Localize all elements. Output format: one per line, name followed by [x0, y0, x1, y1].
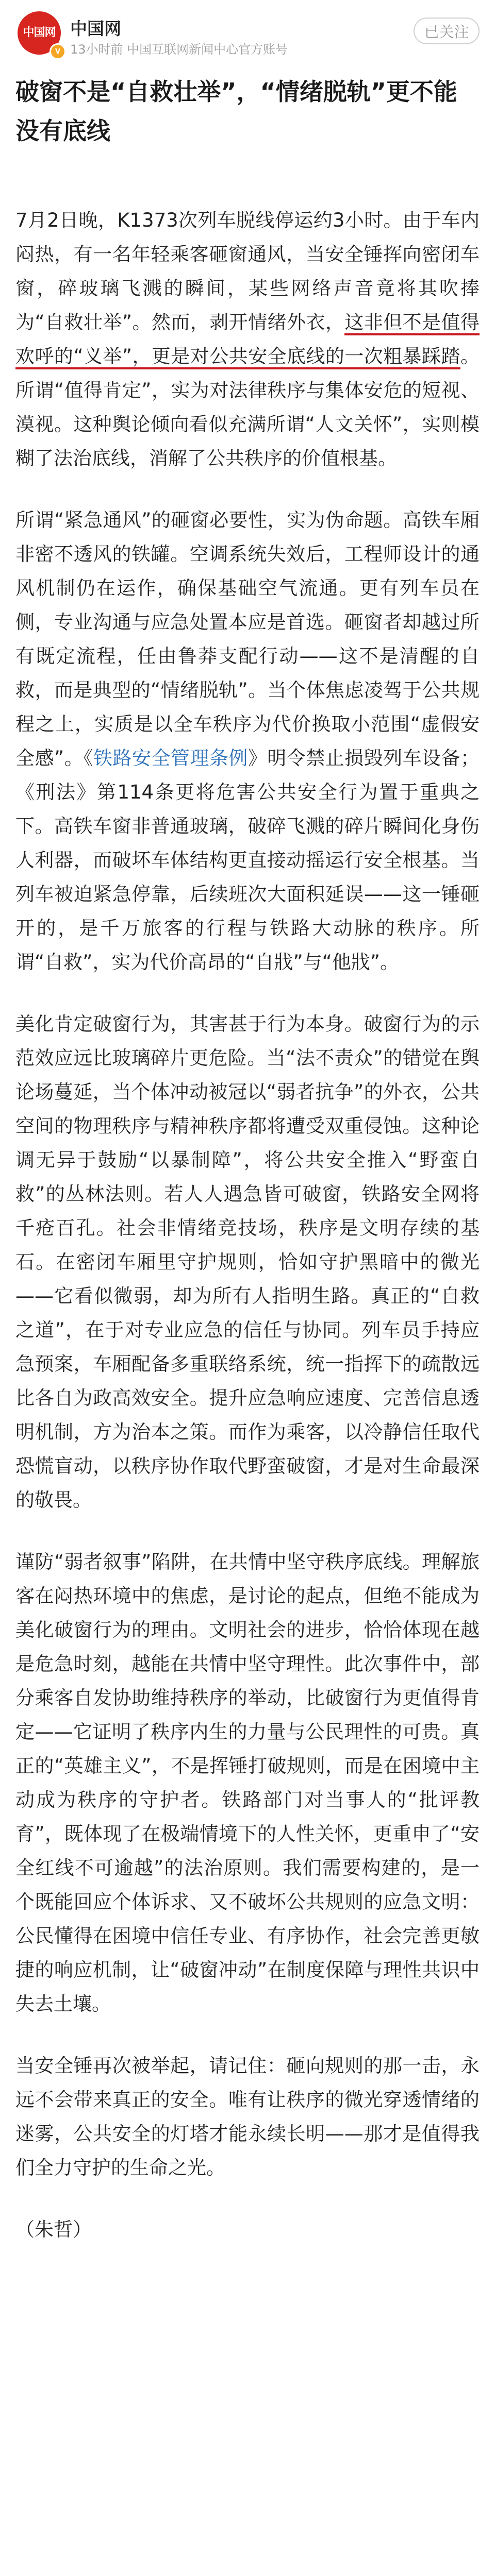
article-title: 破窗不是“自救壮举”，“情绪脱轨”更不能没有底线 [15, 78, 457, 145]
underlined-quote: 这非但不是值得欢呼的“义举”，更是对公共安全底线的一次粗暴踩踏 [15, 311, 480, 369]
paragraph-2-text-b: 》明令禁止损毁列车设备；《刑法》第114条更将危害公共安全行为置于重典之下。高铁车窗非普通玻璃，破碎飞溅的碎片瞬间化身伤人利器，而破坏车体结构更直接动摇运行安全根基。当列车被迫紧急停靠，后续班次大面积延误——这一锤砸开的，是千万旅客的行程与铁路大动脉的秩序。所谓“自救”，实为代价高昂的“自戕”与“他戕”。 [15, 747, 480, 973]
paragraph-5: 当安全锤再次被举起，请记住：砸向规则的那一击，永远不会带来真正的安全。唯有让秩序的微光穿透情绪的迷雾，公共安全的灯塔才能永续长明——那才是值得我们全力守护的生命之光。 [15, 2055, 480, 2179]
paragraph-2-text-a: 所谓“紧急通风”的砸窗必要性，实为伪命题。高铁车厢非密不透风的铁罐。空调系统失效后，工程师设计的通风机制仍在运作，确保基础空气流通。更有列车员在侧，专业沟通与应急处置本应是首选。砸窗者却越过所有既定流程，任由鲁莽支配行动——这不是清醒的自救，而是典型的“情绪脱轨”。当个体焦虑凌驾于公共规程之上，实质是以全车秩序为代价换取小范围“虚假安全感”。《 [15, 509, 480, 769]
article-body [15, 204, 480, 2247]
follow-button[interactable]: 已关注 [414, 18, 480, 44]
paragraph-4: 谨防“弱者叙事”陷阱，在共情中坚守秩序底线。理解旅客在闷热环境中的焦虑，是讨论的起点，但绝不能成为美化破窗行为的理由。文明社会的进步，恰恰体现在越是危急时刻，越能在共情中坚守理性。此次事件中，部分乘客自发协助维持秩序的举动，比破窗行为更值得肯定——它证明了秩序内生的力量与公民理性的可贵。真正的“英雄主义”，不是挥锤打破规则，而是在困境中主动成为秩序的守护者。铁路部门对当事人的“批评教育”，既体现了在极端情境下的人性关怀，更重申了“安全红线不可逾越”的法治原则。我们需要构建的，是一个既能回应个体诉求、又不破坏公共规则的应急文明：公民懂得在困境中信任专业、有序协作，社会完善更敏捷的响应机制，让“破窗冲动”在制度保障与理性共识中失去土壤。 [15, 1551, 480, 2015]
account-header [0, 0, 495, 66]
paragraph-3: 美化肯定破窗行为，其害甚于行为本身。破窗行为的示范效应远比玻璃碎片更危险。当“法不责众”的错觉在舆论场蔓延，当个体冲动被冠以“弱者抗争”的外衣，公共空间的物理秩序与精神秩序都将遭受双重侵蚀。这种论调无异于鼓励“以暴制障”，将公共安全推入“野蛮自救”的丛林法则。若人人遇急皆可破窗，铁路安全网将千疮百孔。社会非情绪竞技场，秩序是文明存续的基石。在密闭车厢里守护规则，恰如守护黑暗中的微光——它看似微弱，却为所有人指明生路。真正的“自救之道”，在于对专业应急的信任与协同。列车员手持应急预案，车厢配备多重联络系统，统一指挥下的疏散远比各自为政高效安全。提升应急响应速度、完善信息透明机制，方为治本之策。而作为乘客，以冷静信任取代恐慌盲动，以秩序协作取代野蛮破窗，才是对生命最深的敬畏。 [15, 1013, 480, 1511]
account-name[interactable]: 中国网 [70, 19, 121, 39]
paragraph-1-text-c: 。所谓“值得肯定”，实为对法律秩序与集体安危的短视、漠视。这种舆论倾向看似充满所谓“人文关怀”，实则模糊了法治底线，消解了公共秩序的价值根基。 [15, 345, 480, 469]
paragraph-2 [15, 503, 480, 979]
avatar-logo-text: 中国网 [23, 26, 56, 39]
paragraph-1 [15, 204, 480, 476]
verified-badge-icon: V [50, 43, 66, 60]
author-signature: （朱哲） [15, 2218, 92, 2241]
regulation-link[interactable]: 铁路安全管理条例 [93, 747, 248, 769]
post-meta: 13小时前 中国互联网新闻中心官方账号 [70, 42, 288, 57]
paragraph-1-text-a: 7月2日晚，K1373次列车脱线停运约3小时。由于车内闷热，有一名年轻乘客砸窗通风，当安全锤挥向密闭车窗，碎玻璃飞溅的瞬间，某些网络声音竟将其吹捧为“自救壮举”。然而，剥开情绪外衣， [15, 209, 480, 333]
